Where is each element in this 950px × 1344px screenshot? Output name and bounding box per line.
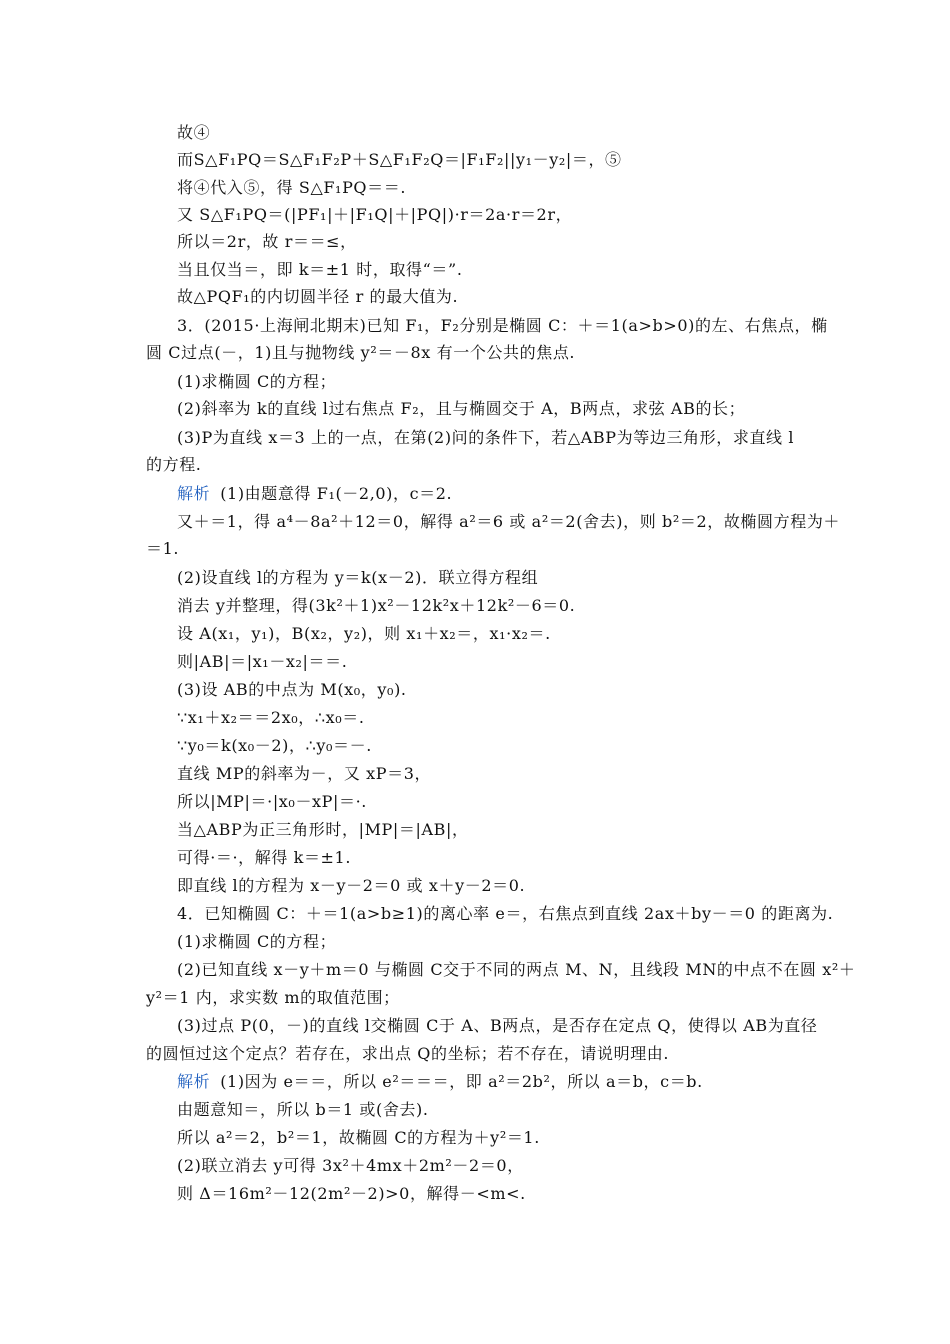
text-line: (3)设 AB的中点为 M(x₀，y₀).: [177, 680, 407, 699]
text-line: 的方程.: [146, 455, 202, 474]
text-line: 又＋＝1，得 a⁴－8a²＋12＝0，解得 a²＝6 或 a²＝2(舍去)，则 b²＝2，故椭圆方程为＋: [177, 512, 841, 531]
text-line: 圆 C过点(－，1)且与抛物线 y²＝－8x 有一个公共的焦点.: [146, 343, 576, 362]
text-line: 则|AB|＝|x₁－x₂|＝＝.: [177, 652, 348, 671]
text-line: y²＝1 内，求实数 m的取值范围；: [146, 988, 400, 1007]
text-line: 故④: [177, 123, 211, 142]
problem-3-heading: 3．(2015·上海闸北期末)已知 F₁，F₂分别是椭圆 C：＋＝1(a>b>0)的左、右焦点，椭: [177, 316, 828, 335]
text-line: ∵x₁＋x₂＝＝2x₀，∴x₀＝.: [177, 708, 365, 727]
text-line: 所以 a²＝2，b²＝1，故椭圆 C的方程为＋y²＝1.: [177, 1128, 540, 1147]
text-line: 故△PQF₁的内切圆半径 r 的最大值为.: [177, 287, 459, 306]
text-line: 当△ABP为正三角形时，|MP|＝|AB|，: [177, 820, 469, 839]
text-line: (1)求椭圆 C的方程；: [177, 932, 337, 951]
text-line: 设 A(x₁，y₁)，B(x₂，y₂)，则 x₁＋x₂＝，x₁·x₂＝.: [177, 624, 551, 643]
text-line: (1)求椭圆 C的方程；: [177, 372, 337, 391]
text-line: 由题意知＝，所以 b＝1 或(舍去).: [177, 1100, 429, 1119]
text-line: (2)已知直线 x－y＋m＝0 与椭圆 C交于不同的两点 M、N，且线段 MN的中点不在圆 x²＋: [177, 960, 856, 979]
text-line: 的圆恒过这个定点？若存在，求出点 Q的坐标；若不存在，请说明理由.: [146, 1044, 670, 1063]
problem-4-heading: 4．已知椭圆 C：＋＝1(a>b≥1)的离心率 e＝，右焦点到直线 2ax＋by－＝0 的距离为.: [177, 904, 834, 923]
text-line: 所以＝2r，故 r＝＝≤，: [177, 232, 357, 251]
solution-line: 解析 (1)因为 e＝＝，所以 e²＝＝＝，即 a²＝2b²，所以 a＝b，c＝b.: [177, 1072, 703, 1091]
solution-keyword: 解析: [177, 484, 211, 503]
text-line: 可得·＝·，解得 k＝±1.: [177, 848, 352, 867]
text-line: 直线 MP的斜率为－，又 xP＝3，: [177, 764, 432, 783]
text-line: 消去 y并整理，得(3k²＋1)x²－12k²x＋12k²－6＝0.: [177, 596, 576, 615]
solution-line: 解析 (1)由题意得 F₁(－2,0)，c＝2.: [177, 484, 453, 503]
text-line: (3)P为直线 x＝3 上的一点，在第(2)问的条件下，若△ABP为等边三角形，求直线 l: [177, 428, 795, 447]
text-line: 当且仅当＝，即 k＝±1 时，取得“＝”.: [177, 260, 463, 279]
text-line: ∵y₀＝k(x₀－2)，∴y₀＝－.: [177, 736, 372, 755]
text-line: 所以|MP|＝·|x₀－xP|＝·.: [177, 792, 367, 811]
solution-keyword: 解析: [177, 1072, 211, 1091]
text-line: 将④代入⑤，得 S△F₁PQ＝＝.: [177, 178, 407, 197]
text-line: 又 S△F₁PQ＝(|PF₁|＋|F₁Q|＋|PQ|)·r＝2a·r＝2r，: [177, 205, 573, 224]
text-line: (2)联立消去 y可得 3x²＋4mx＋2m²－2＝0，: [177, 1156, 524, 1175]
text-line: 而S△F₁PQ＝S△F₁F₂P＋S△F₁F₂Q＝|F₁F₂||y₁－y₂|＝，⑤: [177, 150, 622, 169]
text-line: 即直线 l的方程为 x－y－2＝0 或 x＋y－2＝0.: [177, 876, 526, 895]
text-line: (2)设直线 l的方程为 y＝k(x－2)．联立得方程组: [177, 568, 539, 587]
text-line: (2)斜率为 k的直线 l过右焦点 F₂，且与椭圆交于 A，B两点，求弦 AB的长；: [177, 399, 746, 418]
text-line: (3)过点 P(0，－)的直线 l交椭圆 C于 A、B两点，是否存在定点 Q，使得以 AB为直径: [177, 1016, 818, 1035]
text-line: 则 Δ＝16m²－12(2m²－2)>0，解得－<m<.: [177, 1184, 526, 1203]
text-line: ＝1.: [146, 539, 180, 558]
